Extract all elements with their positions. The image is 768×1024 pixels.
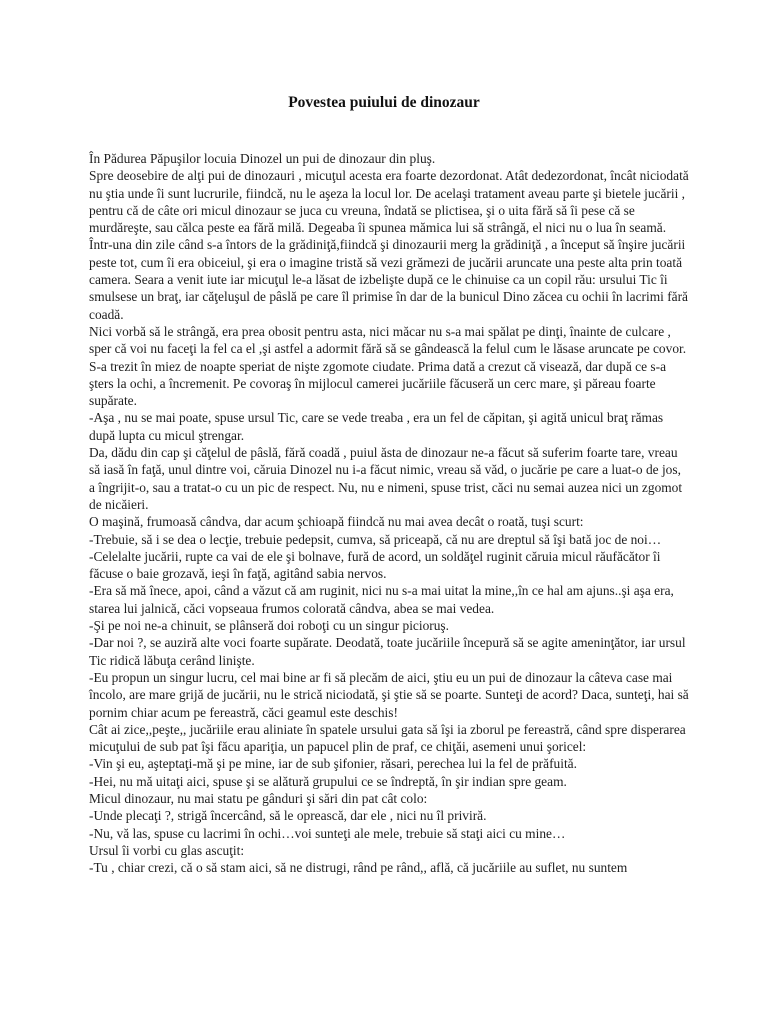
paragraph: -Hei, nu mă uitaţi aici, spuse şi se alătură grupului ce se îndreptă, în şir indian spre geam.: [89, 773, 567, 789]
document-title: Povestea puiului de dinozaur: [288, 94, 480, 111]
paragraph: -Era să mă înece, apoi, când a văzut că am ruginit, nici nu s-a mai uitat la mine,,în ce hal am ajuns..şi aşa era, starea lui jalnică, căci vopseaua frumos colorată cândva, abea se mai vedea.: [89, 583, 674, 616]
paragraph: Spre deosebire de alţi pui de dinozauri , micuţul acesta era foarte dezordonat. Atât dedezordonat, încât niciodată nu ştia unde îi sunt lucrurile, fiindcă, nu le aşeza la locul lor. De acelaşi tratament aveau parte şi bietele jucării , pentru că de câte ori micul dinozaur se juca cu vreuna, îndată se plictisea, şi o uita fără să îi pese că se murdăreşte, sau călca peste ea fără milă. Degeaba îi spunea mămica lui să strângă, el nici nu o lua în seamă.: [89, 168, 689, 236]
paragraph: Micul dinozaur, nu mai statu pe gânduri şi sări din pat cât colo:: [89, 790, 428, 806]
paragraph: -Aşa , nu se mai poate, spuse ursul Tic, care se vede treaba , era un fel de căpitan, şi agită unicul braţ rămas după lupta cu micul ştrengar.: [89, 410, 664, 443]
paragraph: -Dar noi ?, se auziră alte voci foarte supărate. Deodată, toate jucăriile începură să se agite ameninţător, iar ursul Tic ridică lăbuţa cerând linişte.: [89, 635, 686, 668]
document-body: [89, 150, 689, 876]
paragraph: În Pădurea Păpuşilor locuia Dinozel un pui de dinozaur din pluş.: [89, 151, 436, 166]
paragraph: Nici vorbă să le strângă, era prea obosit pentru asta, nici măcar nu s-a mai spălat pe dinţi, înainte de culcare , sper că voi nu faceţi la fel ca el ,şi astfel a adormit fără să se gândească la felul cum le lăsase aruncate pe covor. S-a trezit în miez de noapte speriat de nişte zgomote ciudate. Prima dată a crezut că visează, dar după ce s-a şters la ochi, a încremenit. Pe covoraş în mijlocul camerei jucăriile făcuseră un cerc mare, şi păreau foarte supărate.: [89, 323, 687, 409]
paragraph: -Tu , chiar crezi, că o să stam aici, să ne distrugi, rând pe rând,, află, că jucăriile au suflet, nu suntem: [89, 860, 628, 876]
paragraph: O maşină, frumoasă cândva, dar acum şchioapă fiindcă nu mai avea decât o roată, tuşi scurt:: [89, 514, 584, 530]
paragraph: Cât ai zice,,peşte,, jucăriile erau aliniate în spatele ursului gata să îşi ia zborul pe fereastră, când spre disperarea micuţului de sub pat îşi făcu apariţia, un papucel plin de praf, ce chiţăi, asemeni unui şoricel:: [89, 721, 686, 755]
paragraph: -Eu propun un singur lucru, cel mai bine ar fi să plecăm de aici, ştiu eu un pui de dinozaur la câteva case mai încolo, are mare grijă de jucării, nu le strică niciodată, şi ştie să se poarte. Sunteţi de acord? Daca, sunteţi, hai să pornim chiar acum pe fereastră, căci geamul este deschis!: [89, 669, 689, 720]
paragraph: Ursul îi vorbi cu glas ascuţit:: [89, 842, 245, 858]
paragraph: -Nu, vă las, spuse cu lacrimi în ochi…voi sunteţi ale mele, trebuie să staţi aici cu mine…: [89, 825, 566, 841]
paragraph: -Unde plecaţi ?, strigă încercând, să le oprească, dar ele , nici nu îl priviră.: [89, 808, 487, 824]
paragraph: -Vin şi eu, aşteptaţi-mă şi pe mine, iar de sub şifonier, răsari, perechea lui la fel de prăfuită.: [89, 756, 577, 772]
paragraph: Într-una din zile când s-a întors de la grădiniţă,fiindcă şi dinozaurii merg la grădiniţă , a început să înşire jucării peste tot, cum îi era obiceiul, şi era o imagine tristă să vezi grămezi de jucării aruncate una peste alta prin toată camera. Seara a venit iute iar micuţul le-a lăsat de izbelişte după ce le chinuise ca un copil rău: ursului Tic îi smulsese un braţ, iar căţeluşul de pâslă pe care îl primise în dar de la bunicul Dino zăcea cu ochii în lacrimi fără coadă.: [89, 237, 688, 322]
paragraph: -Celelalte jucării, rupte ca vai de ele şi bolnave, fură de acord, un soldăţel ruginit căruia micul răufăcător îi făcuse o baie grozavă, ieşi în faţă, agitând sabia nervos.: [89, 548, 661, 582]
paragraph: Da, dădu din cap şi căţelul de pâslă, fără coadă , puiul ăsta de dinozaur ne-a făcut să suferim foarte tare, vreau să iasă în faţă, unul dintre voi, căruia Dinozel nu i-a făcut nimic, vreau să văd, o jucărie pe care a luat-o de jos, a îngrijit-o, sau a tratat-o cu un pic de respect. Nu, nu e nimeni, spuse trist, căci nu semai auzea nici un zgomot de nicăieri.: [89, 445, 683, 512]
paragraph: -Şi pe noi ne-a chinuit, se plânseră doi roboţi cu un singur picioruş.: [89, 618, 449, 634]
paragraph: -Trebuie, să i se dea o lecţie, trebuie pedepsit, cumva, să priceapă, că nu are dreptul să îşi bată joc de noi…: [89, 531, 662, 547]
